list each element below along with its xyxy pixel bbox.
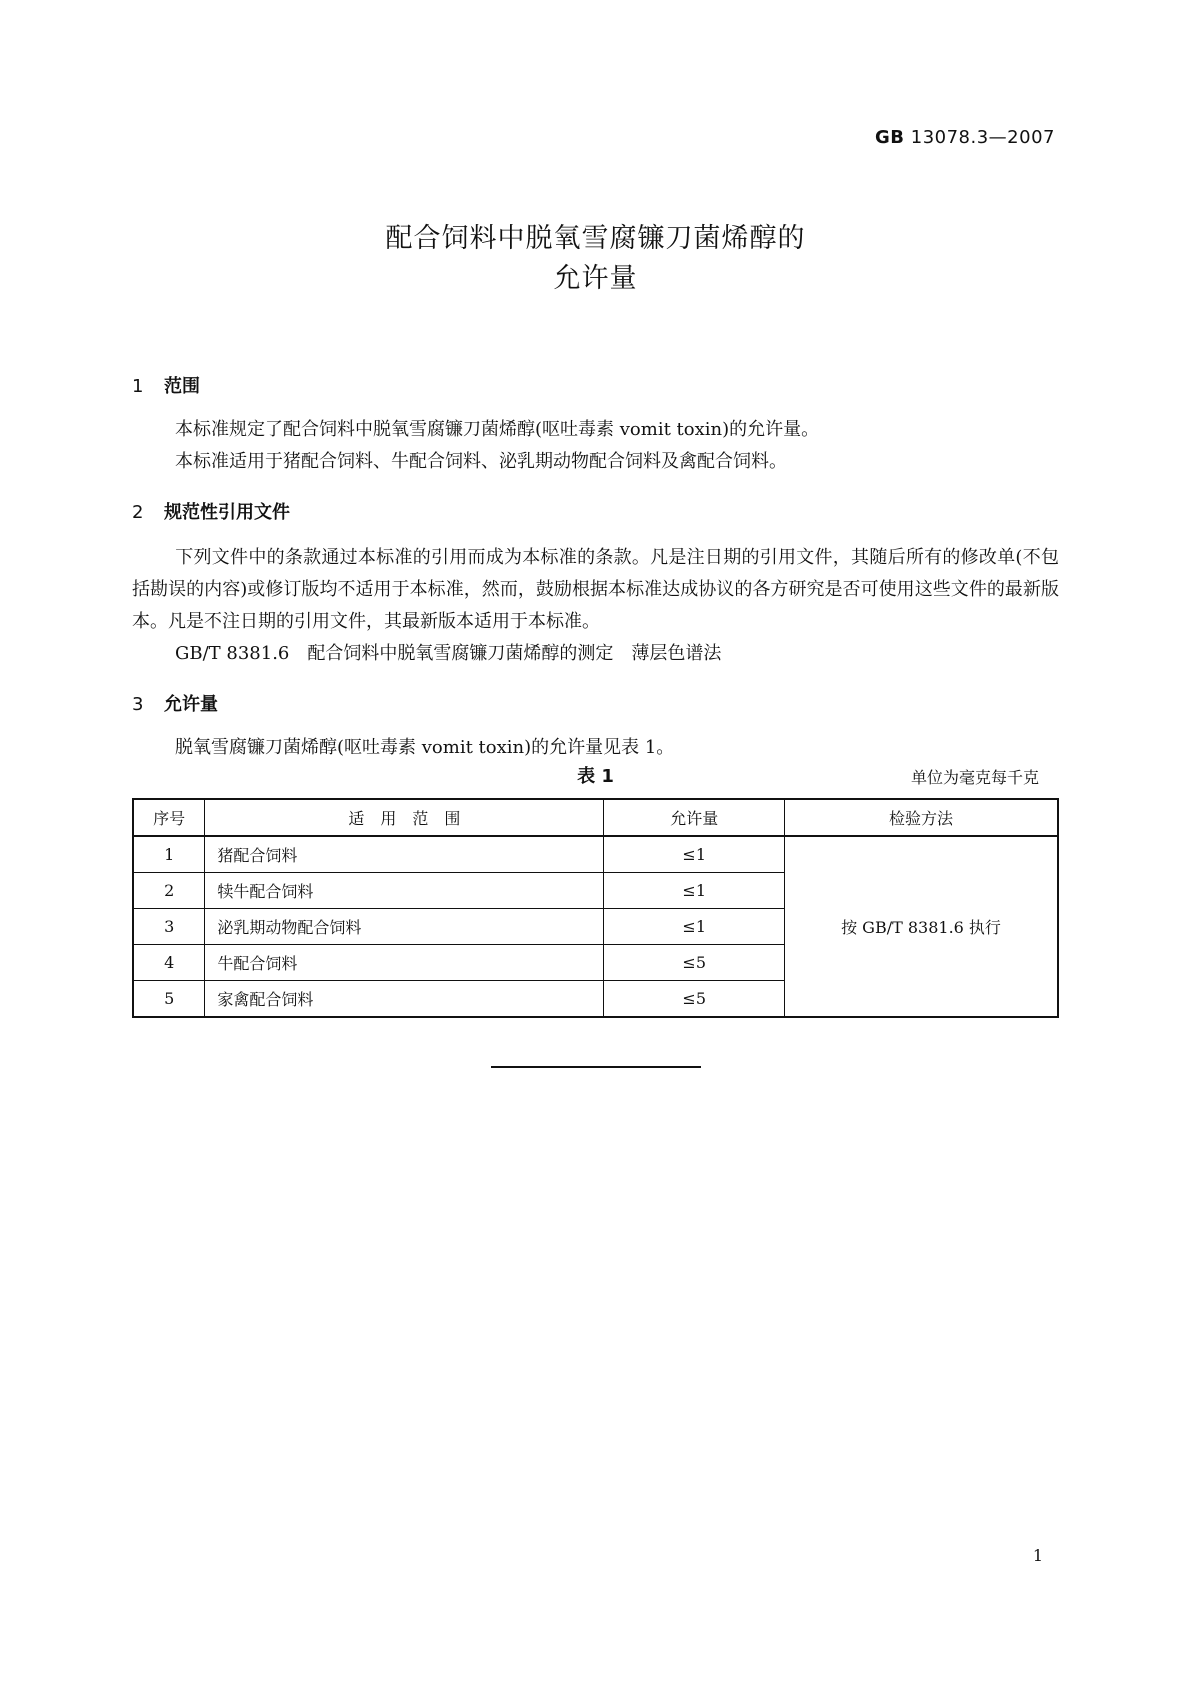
table-unit: 单位为毫克每千克 bbox=[910, 768, 1039, 787]
section-1-para-2: 本标准适用于猪配合饲料、牛配合饲料、泌乳期动物配合饲料及禽配合饲料。 bbox=[175, 451, 787, 472]
row-scope: 泌乳期动物配合饲料 bbox=[205, 909, 604, 945]
row-no: 3 bbox=[133, 909, 205, 945]
standard-prefix: GB bbox=[875, 127, 905, 148]
standard-code bbox=[875, 127, 1055, 148]
section-number: 2 bbox=[132, 502, 144, 523]
section-heading-2 bbox=[132, 498, 290, 524]
row-scope: 牛配合饲料 bbox=[205, 945, 604, 981]
method-cell: 按 GB/T 8381.6 执行 bbox=[785, 836, 1058, 1017]
row-limit: ≤1 bbox=[604, 873, 785, 909]
row-scope: 猪配合饲料 bbox=[205, 836, 604, 873]
document-title-line1: 配合饲料中脱氧雪腐镰刀菌烯醇的 bbox=[385, 223, 806, 254]
standard-number: 13078.3—2007 bbox=[910, 127, 1055, 148]
row-scope: 犊牛配合饲料 bbox=[205, 873, 604, 909]
row-no: 5 bbox=[133, 981, 205, 1018]
document-title-line2: 允许量 bbox=[553, 263, 638, 294]
table-header-row bbox=[133, 799, 1058, 836]
row-limit: ≤5 bbox=[604, 945, 785, 981]
section-1-para-1: 本标准规定了配合饲料中脱氧雪腐镰刀菌烯醇(呕吐毒素 vomit toxin)的允许量。 bbox=[175, 419, 820, 440]
section-3-para-1: 脱氧雪腐镰刀菌烯醇(呕吐毒素 vomit toxin)的允许量见表 1。 bbox=[175, 737, 675, 758]
header-method: 检验方法 bbox=[785, 799, 1058, 836]
header-limit: 允许量 bbox=[604, 799, 785, 836]
table-row bbox=[133, 836, 1058, 873]
section-title: 规范性引用文件 bbox=[164, 502, 290, 523]
table-title: 表 1 bbox=[577, 766, 614, 787]
row-no: 4 bbox=[133, 945, 205, 981]
row-limit: ≤1 bbox=[604, 909, 785, 945]
row-no: 1 bbox=[133, 836, 205, 873]
section-heading-1 bbox=[132, 372, 200, 398]
section-title: 允许量 bbox=[164, 694, 218, 715]
header-scope: 适 用 范 围 bbox=[205, 799, 604, 836]
section-2-reference: GB/T 8381.6 配合饲料中脱氧雪腐镰刀菌烯醇的测定 薄层色谱法 bbox=[175, 643, 722, 664]
row-no: 2 bbox=[133, 873, 205, 909]
row-limit: ≤1 bbox=[604, 836, 785, 873]
row-scope: 家禽配合饲料 bbox=[205, 981, 604, 1018]
end-rule bbox=[491, 1066, 701, 1068]
section-2-para-1: 下列文件中的条款通过本标准的引用而成为本标准的条款。凡是注日期的引用文件，其随后所有的修改单(不包括勘误的内容)或修订版均不适用于本标准，然而，鼓励根据本标准达成协议的各方研究是否可使用这些文件的最新版本。凡是不注日期的引用文件，其最新版本适用于本标准。 bbox=[132, 547, 1059, 632]
header-no: 序号 bbox=[133, 799, 205, 836]
page-number: 1 bbox=[1032, 1546, 1043, 1565]
section-number: 1 bbox=[132, 376, 144, 397]
allowance-table bbox=[132, 798, 1059, 1018]
section-title: 范围 bbox=[164, 376, 200, 397]
row-limit: ≤5 bbox=[604, 981, 785, 1018]
section-heading-3 bbox=[132, 690, 218, 716]
section-number: 3 bbox=[132, 694, 144, 715]
